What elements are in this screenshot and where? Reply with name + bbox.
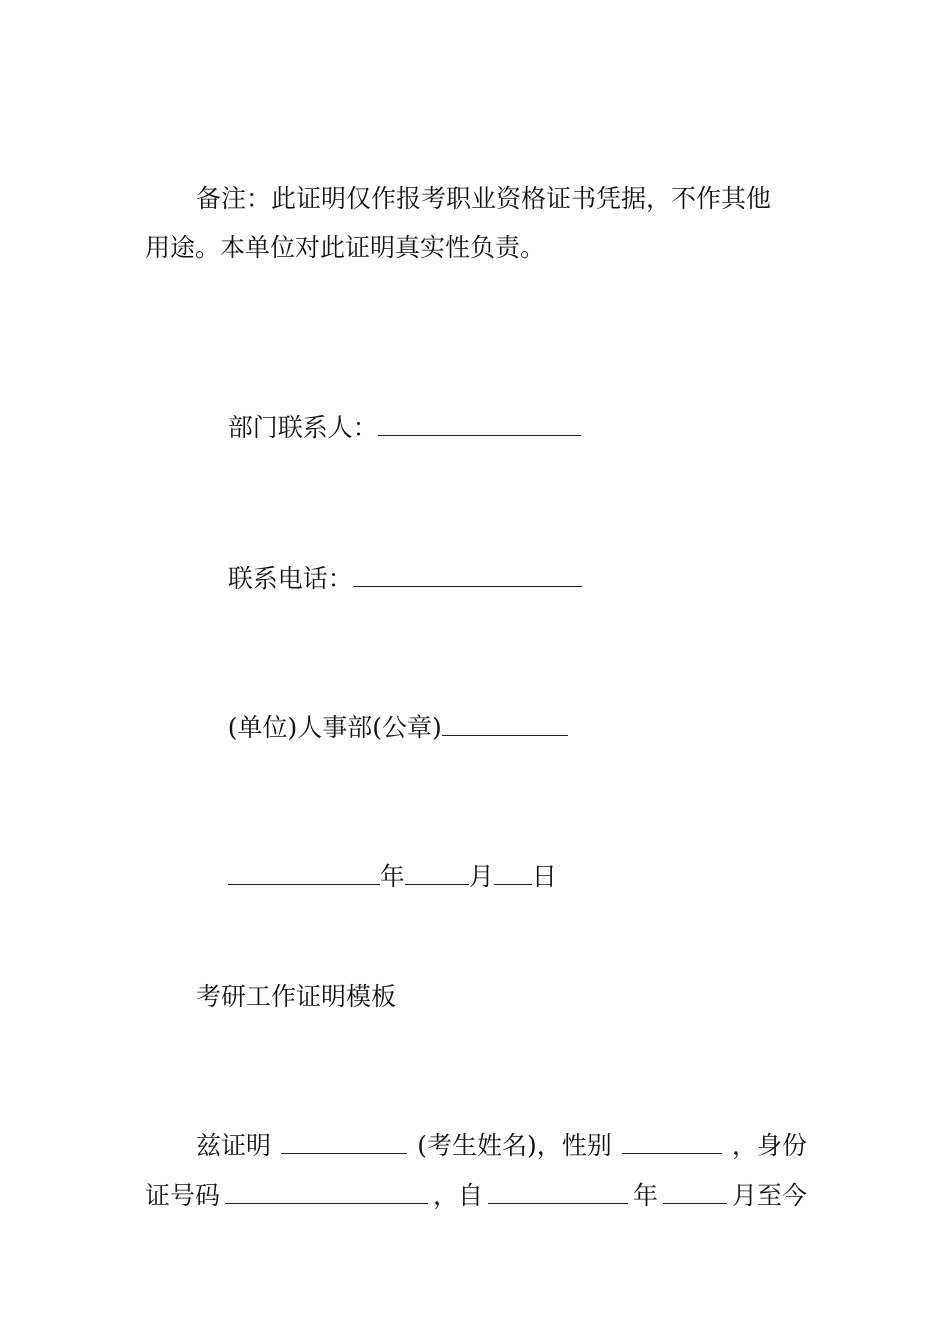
id-number-blank[interactable]: [225, 1181, 428, 1204]
phone-blank[interactable]: [353, 564, 582, 587]
start-month-blank[interactable]: [663, 1181, 727, 1204]
remark-line-2: 用途。本单位对此证明真实性负责。: [145, 233, 546, 262]
contact-person-row: [196, 383, 581, 473]
name-blank[interactable]: [281, 1131, 407, 1154]
start-year-blank[interactable]: [488, 1181, 628, 1204]
section-title: 考研工作证明模板: [196, 982, 397, 1011]
month-label: 月: [468, 862, 494, 891]
phone-row: [196, 534, 582, 624]
phone-label: 联系电话：: [227, 564, 353, 593]
month-blank[interactable]: [405, 862, 469, 885]
start-year-label: 年: [632, 1181, 658, 1210]
until-now-label: 月至今: [731, 1181, 807, 1210]
year-blank[interactable]: [228, 862, 380, 885]
certify-prefix: 兹证明: [196, 1131, 272, 1160]
date-row: [196, 832, 557, 922]
certify-line-2: [145, 1181, 807, 1211]
seal-row: [196, 683, 568, 773]
certify-line-1: [196, 1131, 807, 1161]
contact-person-label: 部门联系人：: [227, 413, 378, 442]
seal-label: (单位)人事部(公章): [227, 713, 442, 742]
gender-blank[interactable]: [622, 1131, 722, 1154]
id-label-start: ，身份: [731, 1131, 807, 1160]
id-label-end: 证号码: [145, 1181, 221, 1210]
remark-line-1: 备注：此证明仅作报考职业资格证书凭据，不作其他: [196, 184, 772, 213]
name-gender-label: (考生姓名)，性别: [417, 1131, 612, 1160]
seal-blank[interactable]: [442, 713, 568, 736]
contact-person-blank[interactable]: [378, 413, 581, 436]
day-blank[interactable]: [494, 862, 532, 885]
from-label: ，自: [432, 1181, 483, 1210]
year-label: 年: [379, 862, 405, 891]
day-label: 日: [531, 862, 557, 891]
